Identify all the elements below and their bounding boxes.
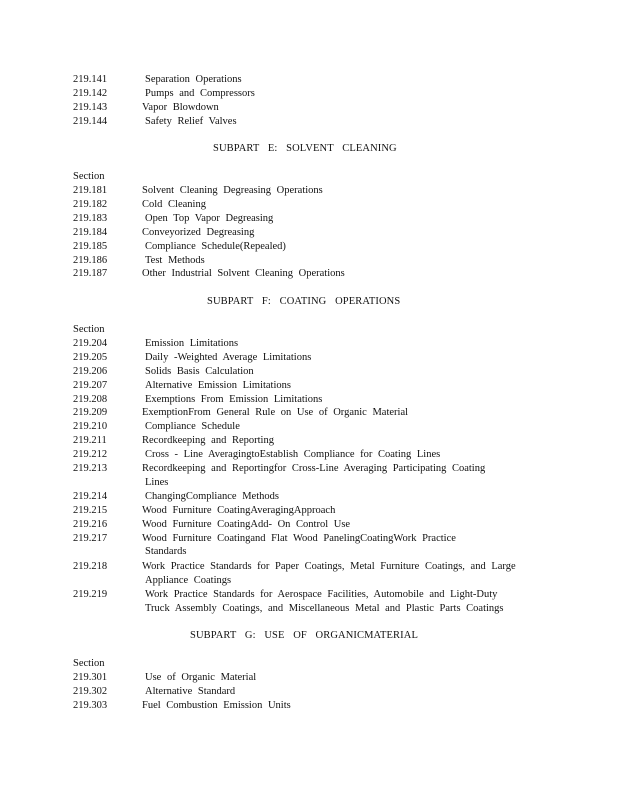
section-number: 219.144 xyxy=(73,116,108,127)
section-title-continuation: Lines xyxy=(145,477,169,488)
section-number: 219.216 xyxy=(73,519,108,530)
section-title: Emission Limitations xyxy=(145,338,239,349)
section-title-continuation: Appliance Coatings xyxy=(145,575,232,586)
section-title: Use of Organic Material xyxy=(145,672,257,683)
toc-entry-continuation xyxy=(0,545,618,558)
section-title: Pumps and Compressors xyxy=(145,88,255,99)
subpart-heading xyxy=(0,629,618,642)
toc-entry xyxy=(0,101,618,114)
section-title: Vapor Blowdown xyxy=(142,102,219,113)
toc-entry xyxy=(0,434,618,447)
section-number: 219.218 xyxy=(73,561,108,572)
section-label: Section xyxy=(73,658,105,669)
section-title: Compliance Schedule(Repealed) xyxy=(145,241,286,252)
toc-entry xyxy=(0,406,618,419)
toc-entry xyxy=(0,212,618,225)
toc-entry xyxy=(0,198,618,211)
section-number: 219.143 xyxy=(73,102,108,113)
section-number: 219.183 xyxy=(73,213,108,224)
section-number: 219.184 xyxy=(73,227,108,238)
section-title: Wood Furniture Coatingand Flat Wood PanelingCoatingWork Practice xyxy=(142,533,456,544)
toc-entry xyxy=(0,685,618,698)
section-title: Wood Furniture CoatingAveragingApproach xyxy=(142,505,336,516)
section-title: Conveyorized Degreasing xyxy=(142,227,255,238)
section-number: 219.142 xyxy=(73,88,108,99)
subpart-heading xyxy=(0,295,618,308)
toc-entry xyxy=(0,393,618,406)
section-number: 219.213 xyxy=(73,463,108,474)
section-number: 219.215 xyxy=(73,505,108,516)
section-label-row xyxy=(0,657,618,670)
section-title: Work Practice Standards for Paper Coatings, Metal Furniture Coatings, and Large xyxy=(142,561,516,572)
section-number: 219.205 xyxy=(73,352,108,363)
section-number: 219.185 xyxy=(73,241,108,252)
section-title: Exemptions From Emission Limitations xyxy=(145,394,323,405)
section-title: Compliance Schedule xyxy=(145,421,240,432)
toc-entry xyxy=(0,365,618,378)
toc-entry xyxy=(0,379,618,392)
subpart-heading xyxy=(0,142,618,155)
section-number: 219.211 xyxy=(73,435,107,446)
section-number: 219.214 xyxy=(73,491,108,502)
section-number: 219.209 xyxy=(73,407,108,418)
toc-entry xyxy=(0,504,618,517)
section-title: Wood Furniture CoatingAdd- On Control Use xyxy=(142,519,351,530)
section-label-row xyxy=(0,323,618,336)
section-label-row xyxy=(0,170,618,183)
toc-entry xyxy=(0,588,618,601)
toc-entry xyxy=(0,337,618,350)
toc-entry xyxy=(0,671,618,684)
section-label: Section xyxy=(73,324,105,335)
section-title: Test Methods xyxy=(145,255,205,266)
toc-entry xyxy=(0,420,618,433)
toc-entry-continuation xyxy=(0,476,618,489)
subpart-title: SUBPART G: USE OF ORGANICMATERIAL xyxy=(190,630,418,641)
section-title: Cross - Line AveragingtoEstablish Compliance for Coating Lines xyxy=(145,449,441,460)
toc-entry xyxy=(0,87,618,100)
section-number: 219.186 xyxy=(73,255,108,266)
section-number: 219.207 xyxy=(73,380,108,391)
section-title: Solids Basis Calculation xyxy=(145,366,254,377)
toc-entry xyxy=(0,518,618,531)
section-number: 219.210 xyxy=(73,421,108,432)
section-number: 219.208 xyxy=(73,394,108,405)
section-number: 219.302 xyxy=(73,686,108,697)
toc-entry xyxy=(0,226,618,239)
section-title-continuation: Standards xyxy=(145,546,187,557)
section-number: 219.182 xyxy=(73,199,108,210)
subpart-title: SUBPART F: COATING OPERATIONS xyxy=(207,296,401,307)
section-title: Alternative Standard xyxy=(145,686,236,697)
section-number: 219.181 xyxy=(73,185,108,196)
section-title: Separation Operations xyxy=(145,74,242,85)
section-label: Section xyxy=(73,171,105,182)
toc-entry xyxy=(0,115,618,128)
section-title-continuation: Truck Assembly Coatings, and Miscellaneous Metal and Plastic Parts Coatings xyxy=(145,603,504,614)
section-title: Recordkeeping and Reportingfor Cross-Line Averaging Participating Coating xyxy=(142,463,486,474)
section-title: Fuel Combustion Emission Units xyxy=(142,700,291,711)
section-title: Work Practice Standards for Aerospace Facilities, Automobile and Light-Duty xyxy=(145,589,498,600)
section-title: ExemptionFrom General Rule on Use of Organic Material xyxy=(142,407,409,418)
section-number: 219.187 xyxy=(73,268,108,279)
section-title: Recordkeeping and Reporting xyxy=(142,435,274,446)
section-title: Safety Relief Valves xyxy=(145,116,237,127)
toc-entry xyxy=(0,351,618,364)
section-number: 219.219 xyxy=(73,589,108,600)
section-title: Other Industrial Solvent Cleaning Operations xyxy=(142,268,345,279)
section-number: 219.141 xyxy=(73,74,108,85)
section-title: ChangingCompliance Methods xyxy=(145,491,279,502)
section-number: 219.217 xyxy=(73,533,108,544)
toc-entry xyxy=(0,73,618,86)
section-number: 219.206 xyxy=(73,366,108,377)
toc-entry xyxy=(0,448,618,461)
toc-entry xyxy=(0,254,618,267)
section-title: Daily -Weighted Average Limitations xyxy=(145,352,312,363)
toc-entry xyxy=(0,462,618,475)
toc-entry xyxy=(0,184,618,197)
toc-entry xyxy=(0,699,618,712)
section-title: Cold Cleaning xyxy=(142,199,206,210)
toc-entry-continuation xyxy=(0,602,618,615)
section-number: 219.303 xyxy=(73,700,108,711)
toc-entry xyxy=(0,560,618,573)
subpart-title: SUBPART E: SOLVENT CLEANING xyxy=(213,143,397,154)
toc-entry xyxy=(0,267,618,280)
section-title: Solvent Cleaning Degreasing Operations xyxy=(142,185,323,196)
section-number: 219.212 xyxy=(73,449,108,460)
section-number: 219.301 xyxy=(73,672,108,683)
section-title: Alternative Emission Limitations xyxy=(145,380,291,391)
toc-entry xyxy=(0,490,618,503)
toc-entry xyxy=(0,240,618,253)
toc-entry xyxy=(0,532,618,545)
section-title: Open Top Vapor Degreasing xyxy=(145,213,274,224)
section-number: 219.204 xyxy=(73,338,108,349)
toc-entry-continuation xyxy=(0,574,618,587)
